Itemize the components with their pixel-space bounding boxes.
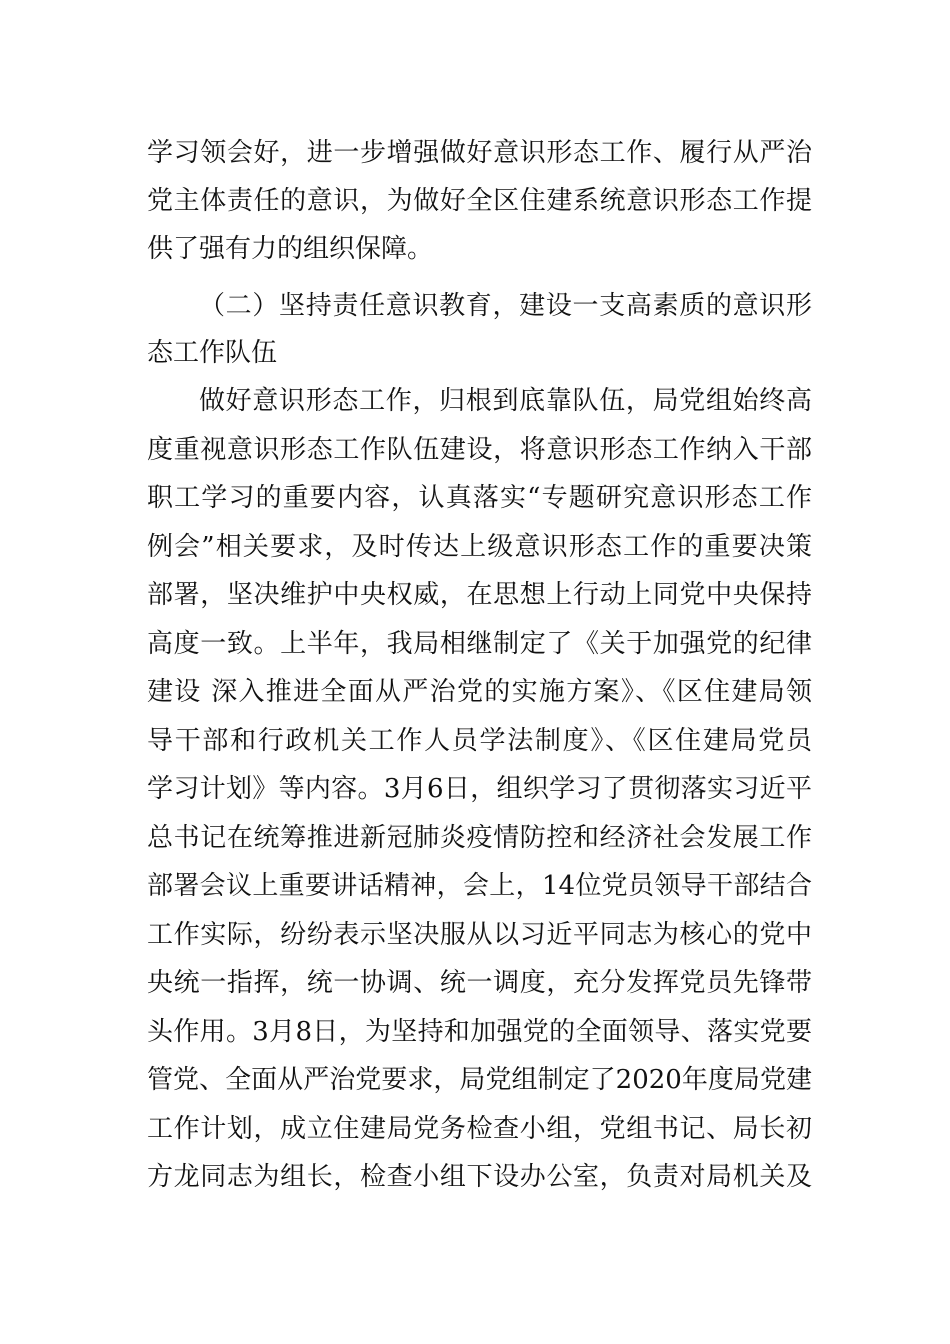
body-text-line: 度重视意识形态工作队伍建设，将意识形态工作纳入干部 — [147, 435, 812, 465]
body-text-line: 学习计划》等内容。3月6日，组织学习了贯彻落实习近平 — [147, 774, 812, 804]
body-text-line: 职工学习的重要内容，认真落实“专题研究意识形态工作 — [147, 483, 812, 513]
body-text-line: 工作实际，纷纷表示坚决服从以习近平同志为核心的党中 — [147, 920, 812, 950]
body-text-line: 高度一致。上半年，我局相继制定了《关于加强党的纪律 — [147, 629, 812, 659]
body-text-line: 管党、全面从严治党要求，局党组制定了2020年度局党建 — [147, 1065, 812, 1095]
body-text-line: 学习领会好，进一步增强做好意识形态工作、履行从严治 — [147, 138, 812, 168]
body-text-line: 导干部和行政机关工作人员学法制度》、《区住建局党员 — [147, 726, 812, 756]
body-text-line: 党主体责任的意识，为做好全区住建系统意识形态工作提 — [147, 186, 812, 216]
body-text-line: 例会”相关要求，及时传达上级意识形态工作的重要决策 — [147, 532, 812, 562]
body-text-line: 供了强有力的组织保障。 — [147, 234, 434, 264]
body-text-line: 部署会议上重要讲话精神，会上，14位党员领导干部结合 — [147, 871, 812, 901]
body-text-line: 央统一指挥，统一协调、统一调度，充分发挥党员先锋带 — [147, 968, 812, 998]
body-text-line: 方龙同志为组长，检查小组下设办公室，负责对局机关及 — [147, 1162, 812, 1192]
body-text-line: 部署，坚决维护中央权威，在思想上行动上同党中央保持 — [147, 580, 812, 610]
body-text-line: 建设 深入推进全面从严治党的实施方案》、《区住建局领 — [147, 677, 812, 707]
section-heading-line: （二）坚持责任意识教育，建设一支高素质的意识形 — [199, 291, 812, 321]
body-text-line: 头作用。3月8日，为坚持和加强党的全面领导、落实党要 — [147, 1017, 812, 1047]
section-heading-line: 态工作队伍 — [147, 338, 278, 368]
body-text-line: 工作计划，成立住建局党务检查小组，党组书记、局长初 — [147, 1114, 812, 1144]
body-text-line: 总书记在统筹推进新冠肺炎疫情防控和经济社会发展工作 — [147, 823, 812, 853]
body-text-line: 做好意识形态工作，归根到底靠队伍，局党组始终高 — [199, 386, 812, 416]
